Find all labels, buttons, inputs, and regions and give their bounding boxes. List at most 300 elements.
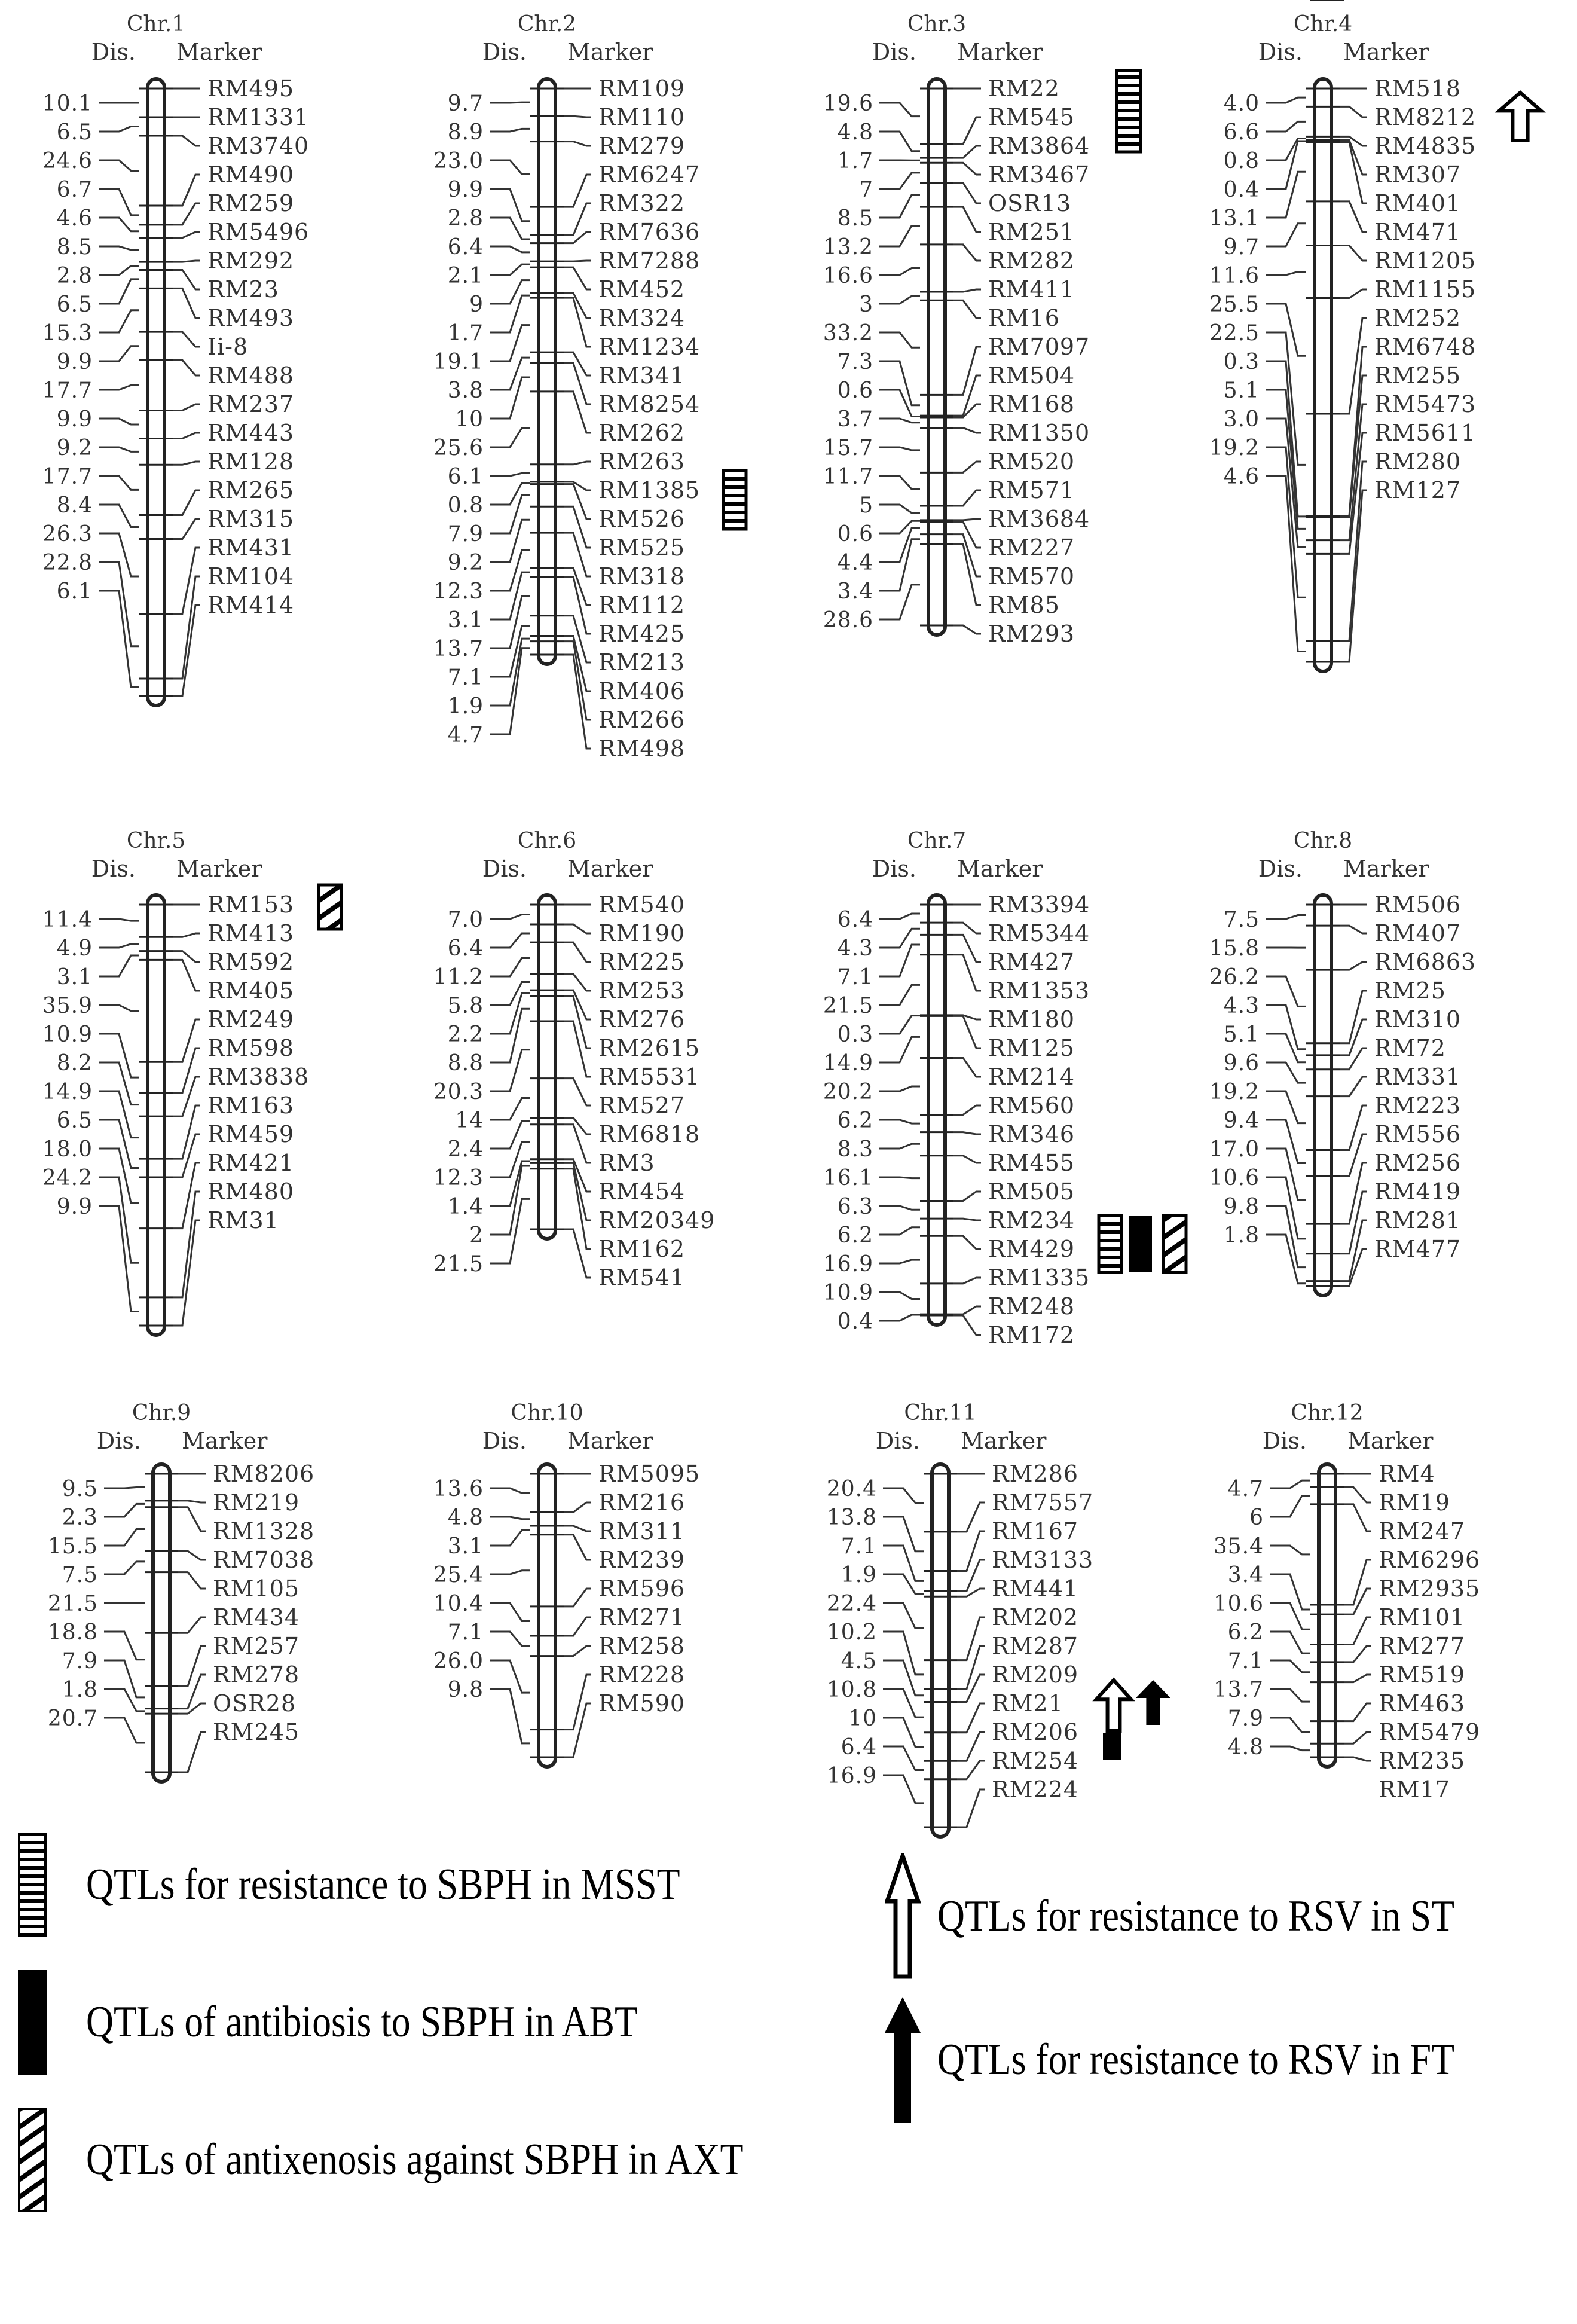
- distance-label: 3.1: [56, 965, 93, 990]
- distance-header: Dis.: [872, 856, 916, 882]
- marker-label: RM279: [598, 133, 686, 159]
- marker-header: Marker: [1343, 39, 1429, 65]
- distance-label: 21.5: [823, 994, 873, 1018]
- distance-label: 15.7: [823, 436, 873, 460]
- marker-label: RM25: [1374, 978, 1446, 1004]
- distance-label: 7.9: [62, 1649, 98, 1673]
- qtl-msst-icon: [723, 471, 746, 529]
- marker-label: RM224: [992, 1776, 1079, 1803]
- distance-label: 4.6: [1223, 465, 1260, 489]
- marker-label: RM3864: [988, 133, 1090, 159]
- marker-label: RM110: [598, 104, 686, 130]
- marker-label: RM257: [213, 1633, 300, 1659]
- marker-label: RM454: [598, 1178, 686, 1205]
- marker-label: RM72: [1374, 1035, 1446, 1061]
- distance-header: Dis.: [91, 39, 136, 65]
- marker-header: Marker: [182, 1428, 268, 1454]
- distance-label: 20.7: [47, 1706, 98, 1731]
- marker-label: RM1353: [988, 978, 1090, 1004]
- marker-label: RM1234: [598, 334, 701, 360]
- marker-label: RM6748: [1374, 334, 1477, 360]
- distance-label: 6.5: [56, 292, 93, 317]
- marker-label: RM414: [207, 592, 295, 618]
- distance-label: 9.7: [1223, 235, 1260, 259]
- distance-label: 4.3: [837, 936, 873, 961]
- marker-label: RM109: [598, 75, 686, 102]
- distance-label: 13.7: [433, 637, 484, 661]
- marker-label: RM23: [207, 276, 279, 303]
- marker-label: RM592: [207, 949, 295, 975]
- chromosome-title: Chr.9: [132, 1401, 191, 1425]
- horizontal-striped-bar-icon: [18, 1833, 47, 1937]
- chromosome-bar: [1315, 895, 1331, 1296]
- distance-label: 33.2: [823, 321, 873, 346]
- distance-label: 11.6: [1209, 264, 1260, 288]
- distance-label: 5.1: [1223, 1022, 1260, 1047]
- distance-label: 4.3: [1223, 994, 1260, 1018]
- chromosome-5: [42, 829, 309, 1335]
- distance-label: 9.9: [447, 178, 484, 202]
- marker-label: RM21: [992, 1690, 1063, 1717]
- distance-label: 9.9: [56, 1195, 93, 1219]
- marker-label: RM3684: [988, 506, 1090, 532]
- marker-label: RM259: [207, 190, 295, 216]
- chromosome-title: Chr.11: [904, 1401, 977, 1425]
- distance-label: 4.8: [837, 120, 873, 145]
- marker-label: RM239: [598, 1547, 686, 1573]
- marker-label: RM1385: [598, 477, 701, 503]
- marker-label: RM5344: [988, 920, 1090, 946]
- distance-label: 5.1: [1223, 378, 1260, 403]
- marker-header: Marker: [957, 39, 1043, 65]
- marker-label: RM3394: [988, 891, 1090, 918]
- solid-black-bar-icon: [18, 1970, 47, 2075]
- distance-label: 7.0: [447, 908, 484, 932]
- distance-label: 5: [859, 493, 873, 518]
- marker-label: RM202: [992, 1604, 1079, 1630]
- legend-label-msst: QTLs for resistance to SBPH in MSST: [86, 1860, 680, 1909]
- qtl-abt-icon: [1129, 1216, 1152, 1272]
- distance-label: 6.6: [1223, 120, 1260, 145]
- distance-label: 12.3: [433, 1166, 484, 1190]
- distance-header: Dis.: [875, 1428, 920, 1454]
- distance-label: 23.0: [433, 149, 484, 173]
- marker-label: RM17: [1379, 1776, 1450, 1803]
- marker-label: RM252: [1374, 305, 1462, 331]
- distance-label: 14.9: [42, 1080, 93, 1104]
- distance-label: 3.4: [1227, 1563, 1264, 1587]
- marker-label: RM7636: [598, 219, 701, 245]
- distance-label: 4.8: [1227, 1735, 1264, 1760]
- distance-label: 10.9: [42, 1022, 93, 1047]
- marker-label: RM163: [207, 1092, 295, 1119]
- marker-label: Ii-8: [207, 334, 249, 360]
- marker-label: RM8212: [1374, 104, 1477, 130]
- marker-label: RM590: [598, 1690, 686, 1717]
- distance-label: 4.7: [1227, 1477, 1264, 1501]
- marker-label: RM280: [1374, 448, 1462, 475]
- distance-label: 8.9: [447, 120, 484, 145]
- chromosome-title: Chr.2: [517, 12, 577, 36]
- marker-label: OSR13: [988, 190, 1072, 216]
- marker-label: RM6247: [598, 161, 701, 188]
- marker-label: RM22: [988, 75, 1060, 102]
- marker-label: RM541: [598, 1265, 686, 1291]
- distance-header: Dis.: [482, 856, 527, 882]
- hollow-up-arrow-icon: [885, 1853, 921, 1979]
- marker-header: Marker: [567, 856, 653, 882]
- distance-label: 2.8: [447, 206, 484, 231]
- distance-label: 19.1: [433, 350, 484, 374]
- distance-label: 8.2: [56, 1051, 93, 1076]
- distance-label: 7.9: [1227, 1706, 1264, 1731]
- distance-header: Dis.: [91, 856, 136, 882]
- chromosome-title: Chr.12: [1291, 1401, 1364, 1425]
- distance-label: 5.8: [447, 994, 484, 1018]
- marker-label: RM527: [598, 1092, 686, 1119]
- marker-label: RM1328: [213, 1518, 315, 1544]
- distance-label: 16.6: [823, 264, 873, 288]
- distance-label: 11.7: [823, 465, 873, 489]
- marker-label: RM7557: [992, 1489, 1094, 1516]
- marker-label: RM256: [1374, 1150, 1462, 1176]
- distance-label: 6.2: [837, 1108, 873, 1133]
- legend-label-axt: QTLs of antixenosis against SBPH in AXT: [86, 2135, 744, 2184]
- marker-label: RM1331: [207, 104, 310, 130]
- chromosome-title: Chr.6: [517, 829, 577, 853]
- marker-label: RM429: [988, 1236, 1075, 1262]
- distance-label: 13.8: [826, 1505, 877, 1530]
- marker-label: RM556: [1374, 1121, 1462, 1147]
- distance-label: 7.5: [62, 1563, 98, 1587]
- qtl-msst-icon: [1117, 71, 1141, 152]
- marker-label: RM266: [598, 707, 686, 733]
- marker-label: RM3133: [992, 1547, 1094, 1573]
- marker-label: RM7097: [988, 334, 1090, 360]
- chromosome-bar: [1315, 79, 1331, 671]
- marker-header: Marker: [957, 856, 1043, 882]
- marker-label: RM225: [598, 949, 686, 975]
- marker-label: RM263: [598, 448, 686, 475]
- distance-label: 24.2: [42, 1166, 93, 1190]
- distance-label: 17.0: [1209, 1137, 1260, 1162]
- distance-label: 20.2: [823, 1080, 873, 1104]
- distance-label: 9: [469, 292, 484, 317]
- marker-label: RM293: [988, 621, 1075, 647]
- distance-label: 6.4: [837, 908, 873, 932]
- marker-label: RM281: [1374, 1207, 1462, 1233]
- marker-label: RM331: [1374, 1064, 1462, 1090]
- marker-label: RM518: [1374, 75, 1462, 102]
- chromosome-title: Chr.8: [1293, 829, 1353, 853]
- distance-label: 7.1: [837, 965, 873, 990]
- marker-label: RM248: [988, 1293, 1075, 1320]
- distance-label: 13.2: [823, 235, 873, 259]
- marker-label: RM421: [207, 1150, 295, 1176]
- marker-label: RM504: [988, 362, 1075, 389]
- chromosome-title: Chr.3: [907, 12, 967, 36]
- marker-label: RM471: [1374, 219, 1462, 245]
- marker-label: RM105: [213, 1575, 300, 1602]
- marker-label: RM307: [1374, 161, 1462, 188]
- marker-label: RM480: [207, 1178, 295, 1205]
- qtl-abt-icon: [1103, 1733, 1121, 1760]
- distance-label: 25.6: [433, 436, 484, 460]
- marker-label: RM6863: [1374, 949, 1477, 975]
- marker-label: RM101: [1379, 1604, 1466, 1630]
- marker-label: RM520: [988, 448, 1075, 475]
- distance-label: 4.8: [447, 1505, 484, 1530]
- marker-label: RM3: [598, 1150, 655, 1176]
- distance-label: 4.5: [841, 1649, 877, 1673]
- marker-label: RM214: [988, 1064, 1075, 1090]
- marker-label: RM425: [598, 621, 686, 647]
- distance-label: 6.4: [447, 936, 484, 961]
- distance-label: 22.5: [1209, 321, 1260, 346]
- distance-header: Dis.: [872, 39, 916, 65]
- marker-label: RM254: [992, 1748, 1079, 1774]
- marker-label: RM167: [992, 1518, 1079, 1544]
- chromosome-10: [433, 1401, 700, 1767]
- distance-label: 1.9: [447, 694, 484, 719]
- marker-label: RM7288: [598, 248, 701, 274]
- distance-label: 2.3: [62, 1505, 98, 1530]
- distance-label: 2.8: [56, 264, 93, 288]
- marker-label: RM570: [988, 563, 1075, 590]
- distance-label: 10.8: [826, 1678, 877, 1702]
- distance-label: 9.2: [56, 436, 93, 460]
- distance-label: 6.1: [56, 579, 93, 604]
- marker-label: RM282: [988, 248, 1075, 274]
- marker-label: RM2615: [598, 1035, 701, 1061]
- legend-label-ft: QTLs for resistance to RSV in FT: [937, 2035, 1454, 2084]
- distance-label: 7.1: [841, 1534, 877, 1559]
- marker-label: RM85: [988, 592, 1060, 618]
- marker-label: RM1350: [988, 420, 1090, 446]
- distance-label: 3.1: [447, 608, 484, 633]
- chromosome-title: Chr.4: [1293, 12, 1353, 36]
- marker-label: RM310: [1374, 1006, 1462, 1033]
- marker-label: RM206: [992, 1719, 1079, 1745]
- marker-label: RM419: [1374, 1178, 1462, 1205]
- legend-item-abt: [18, 1970, 728, 2075]
- marker-label: RM5479: [1379, 1719, 1481, 1745]
- marker-label: RM104: [207, 563, 295, 590]
- distance-label: 3.7: [837, 407, 873, 432]
- chromosome-9: [48, 1401, 314, 1782]
- distance-label: 7.1: [447, 665, 484, 690]
- distance-header: Dis.: [1258, 856, 1303, 882]
- marker-header: Marker: [176, 39, 262, 65]
- legend-item-st: [885, 1853, 1539, 1979]
- marker-label: RM249: [207, 1006, 295, 1033]
- qtl-axt-icon: [1163, 1216, 1186, 1272]
- marker-label: RM455: [988, 1150, 1075, 1176]
- distance-label: 4.9: [56, 936, 93, 961]
- distance-label: 8.5: [837, 206, 873, 231]
- distance-label: 11.2: [433, 965, 484, 990]
- marker-label: RM216: [598, 1489, 686, 1516]
- distance-label: 21.5: [433, 1252, 484, 1276]
- distance-label: 6.4: [841, 1735, 877, 1760]
- marker-label: RM278: [213, 1662, 300, 1688]
- marker-label: RM3740: [207, 133, 310, 159]
- distance-label: 8.5: [56, 235, 93, 259]
- marker-label: RM219: [213, 1489, 300, 1516]
- marker-label: RM598: [207, 1035, 295, 1061]
- marker-label: RM277: [1379, 1633, 1466, 1659]
- distance-label: 13.1: [1209, 206, 1260, 231]
- marker-label: RM560: [988, 1092, 1075, 1119]
- qtl-axt-icon: [319, 885, 341, 929]
- marker-label: RM324: [598, 305, 686, 331]
- chromosome-2: [433, 12, 700, 762]
- distance-label: 19.6: [823, 91, 873, 116]
- marker-label: RM525: [598, 535, 686, 561]
- distance-label: 14: [455, 1108, 484, 1133]
- distance-label: 9.4: [1223, 1108, 1260, 1133]
- chromosome-bar: [148, 895, 164, 1335]
- marker-label: RM258: [598, 1633, 686, 1659]
- distance-label: 6.1: [447, 465, 484, 489]
- marker-label: RM153: [207, 891, 295, 918]
- marker-label: RM459: [207, 1121, 295, 1147]
- marker-label: RM341: [598, 362, 686, 389]
- chromosome-7: [823, 829, 1090, 1348]
- chromosome-11: [827, 1401, 1093, 1837]
- marker-label: RM318: [598, 563, 686, 590]
- legend-item-msst: [18, 1833, 777, 1937]
- distance-label: 14.9: [823, 1051, 873, 1076]
- marker-label: RM128: [207, 448, 295, 475]
- marker-label: RM405: [207, 978, 295, 1004]
- distance-header: Dis.: [482, 1428, 527, 1454]
- chromosome-bar: [539, 1464, 555, 1767]
- marker-label: RM443: [207, 420, 295, 446]
- distance-label: 18.0: [42, 1137, 93, 1162]
- distance-label: 0.4: [837, 1309, 873, 1334]
- marker-label: RM228: [598, 1662, 686, 1688]
- legend-label-st: QTLs for resistance to RSV in ST: [937, 1891, 1454, 1941]
- marker-label: RM209: [992, 1662, 1079, 1688]
- marker-label: RM5531: [598, 1064, 701, 1090]
- marker-label: RM406: [598, 678, 686, 704]
- marker-label: RM311: [598, 1518, 686, 1544]
- marker-label: RM19: [1379, 1489, 1450, 1516]
- marker-label: RM5611: [1374, 420, 1477, 446]
- marker-label: RM112: [598, 592, 686, 618]
- marker-label: RM4: [1379, 1461, 1435, 1487]
- marker-label: RM20349: [598, 1207, 716, 1233]
- distance-label: 10.6: [1213, 1592, 1264, 1616]
- qtl-ft-icon: [1136, 1680, 1170, 1725]
- distance-label: 7.3: [837, 350, 873, 374]
- distance-label: 9.8: [1223, 1195, 1260, 1219]
- marker-label: RM262: [598, 420, 686, 446]
- distance-label: 7.1: [447, 1620, 484, 1645]
- distance-label: 16.9: [823, 1252, 873, 1276]
- distance-label: 10.9: [823, 1281, 873, 1305]
- marker-label: RM286: [992, 1461, 1079, 1487]
- marker-label: RM5095: [598, 1461, 701, 1487]
- marker-label: RM172: [988, 1322, 1075, 1348]
- marker-label: RM463: [1379, 1690, 1466, 1717]
- distance-label: 4.0: [1223, 91, 1260, 116]
- distance-label: 9.9: [56, 350, 93, 374]
- marker-header: Marker: [1343, 856, 1429, 882]
- chromosome-4: [1209, 12, 1476, 671]
- distance-label: 6.7: [56, 178, 93, 202]
- distance-label: 1.8: [1223, 1223, 1260, 1248]
- distance-label: 24.6: [42, 149, 93, 173]
- distance-label: 10: [848, 1706, 877, 1731]
- marker-label: RM16: [988, 305, 1060, 331]
- distance-label: 1.7: [837, 149, 873, 173]
- distance-label: 22.8: [42, 551, 93, 575]
- marker-label: RM1205: [1374, 248, 1477, 274]
- marker-label: RM346: [988, 1121, 1075, 1147]
- marker-label: RM505: [988, 1178, 1075, 1205]
- marker-label: RM495: [207, 75, 295, 102]
- legend-item-ft: [885, 1997, 1539, 2123]
- marker-label: RM292: [207, 248, 295, 274]
- marker-label: RM1155: [1374, 276, 1477, 303]
- distance-label: 0.8: [447, 493, 484, 518]
- qtl-st-icon: [1096, 1680, 1131, 1731]
- distance-header: Dis.: [482, 39, 527, 65]
- distance-label: 0.3: [837, 1022, 873, 1047]
- distance-label: 4.7: [447, 723, 484, 747]
- marker-label: RM251: [988, 219, 1075, 245]
- chromosome-1: [42, 12, 309, 706]
- chromosome-title: Chr.5: [126, 829, 186, 853]
- marker-label: RM322: [598, 190, 686, 216]
- marker-label: RM441: [992, 1575, 1079, 1602]
- chromosome-title: Chr.1: [126, 12, 186, 36]
- distance-label: 6.2: [1227, 1620, 1264, 1645]
- distance-label: 6.4: [447, 235, 484, 259]
- distance-label: 13.7: [1213, 1678, 1264, 1702]
- marker-label: RM234: [988, 1207, 1075, 1233]
- marker-header: Marker: [1347, 1428, 1434, 1454]
- marker-header: Marker: [961, 1428, 1047, 1454]
- marker-label: RM519: [1379, 1662, 1466, 1688]
- distance-label: 26.0: [433, 1649, 484, 1673]
- distance-label: 16.1: [823, 1166, 873, 1190]
- marker-label: RM253: [598, 978, 686, 1004]
- marker-label: RM488: [207, 362, 295, 389]
- distance-label: 35.9: [42, 994, 93, 1018]
- marker-label: RM276: [598, 1006, 686, 1033]
- marker-label: RM7038: [213, 1547, 315, 1573]
- legend-item-axt: [18, 2108, 851, 2212]
- distance-label: 2.4: [447, 1137, 484, 1162]
- marker-label: RM540: [598, 891, 686, 918]
- marker-label: RM315: [207, 506, 295, 532]
- marker-label: RM8254: [598, 391, 701, 417]
- distance-label: 6.5: [56, 1108, 93, 1133]
- distance-header: Dis.: [1258, 39, 1303, 65]
- marker-label: RM255: [1374, 362, 1462, 389]
- distance-label: 35.4: [1213, 1534, 1264, 1559]
- distance-label: 2.2: [447, 1022, 484, 1047]
- marker-label: RM477: [1374, 1236, 1462, 1262]
- marker-label: RM227: [988, 535, 1075, 561]
- distance-label: 6.3: [837, 1195, 873, 1219]
- distance-label: 4.6: [56, 206, 93, 231]
- distance-label: 6.5: [56, 120, 93, 145]
- marker-label: OSR28: [213, 1690, 297, 1717]
